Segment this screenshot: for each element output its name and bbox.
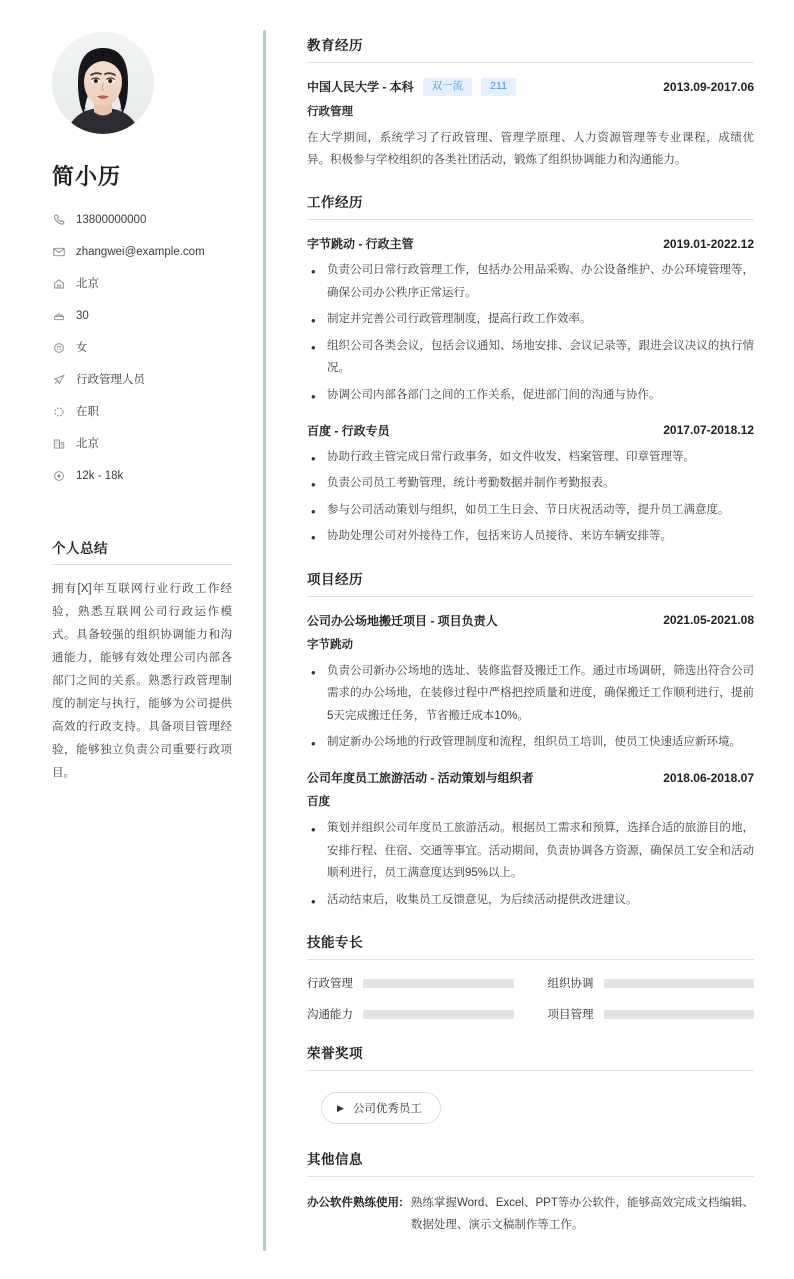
other-info-key: 办公软件熟练使用: (307, 1197, 403, 1210)
entry-header (307, 769, 754, 786)
skill-progress-track (604, 979, 755, 988)
bullet-item: • 协助行政主管完成日常行政事务，如文件收发、档案管理、印章管理等。 (307, 446, 754, 468)
other-info-value: 熟练掌握Word、Excel、PPT等办公软件，能够高效完成文档编辑、数据处理、演示文稿制作等工作。 (410, 1197, 754, 1232)
contact-value: zhangwei@example.com (76, 245, 205, 258)
entry-header (307, 235, 754, 252)
bullet-item: • 活动结束后，收集员工反馈意见，为后续活动提供改进建议。 (307, 889, 754, 911)
contact-item-phone (52, 207, 232, 233)
project-company: 百度 (307, 796, 330, 809)
bullet-item: • 策划并组织公司年度员工旅游活动。根据员工需求和预算，选择合适的旅游目的地，安排行程、住宿、交通等事宜。活动期间，负责协调各方资源，确保员工安全和活动顺利进行，员工满意度达到95%以上。 (307, 817, 754, 884)
education-date: 2013.09-2017.06 (663, 79, 754, 94)
other-info-row (307, 1192, 754, 1237)
contact-value: 在职 (76, 405, 99, 418)
skill-progress-track (604, 1010, 755, 1019)
awards-heading: 荣誉奖项 (307, 1042, 754, 1071)
skill-row (307, 975, 514, 991)
project-title: 公司年度员工旅游活动 - 活动策划与组织者 (307, 771, 534, 786)
summary-text: 拥有[X]年互联网行业行政工作经验，熟悉互联网公司行政运作模式。具备较强的组织协调能力和沟通能力，能够有效处理公司内部各部门之间的关系。熟悉行政管理制度的制定与执行，能够为公司提供高效的行政支持。具备项目管理经验，能够独立负责公司重要行政项目。 (52, 583, 232, 779)
contact-value: 北京 (76, 437, 99, 450)
project-entry (307, 769, 754, 911)
bullet-item: • 协助处理公司对外接待工作，包括来访人员接待、来访车辆安排等。 (307, 525, 754, 547)
bullet-item: • 制定新办公场地的行政管理制度和流程，组织员工培训，使员工快速适应新环境。 (307, 731, 754, 753)
work-entry (307, 422, 754, 548)
work-title: 百度 - 行政专员 (307, 423, 390, 438)
contact-value: 13800000000 (76, 213, 147, 226)
avatar (52, 32, 154, 134)
bullet-item: • 负责公司日常行政管理工作，包括办公用品采购、办公设备维护、办公环境管理等，确保公司办公秩序正常运行。 (307, 259, 754, 304)
project-bullets (307, 660, 754, 754)
contact-item-workcity (52, 431, 232, 457)
home-icon (52, 277, 66, 291)
skills-grid (307, 975, 754, 1022)
work-bullets (307, 259, 754, 406)
skills-heading: 技能专长 (307, 931, 754, 960)
skill-progress-track (363, 979, 514, 988)
work-heading: 工作经历 (307, 191, 754, 220)
contact-value: 行政管理人员 (76, 373, 145, 386)
skill-progress-track (363, 1010, 514, 1019)
education-heading: 教育经历 (307, 34, 754, 63)
work-entry (307, 235, 754, 406)
project-title: 公司办公场地搬迁项目 - 项目负责人 (307, 613, 498, 628)
contact-item-position (52, 367, 232, 393)
entry-header (307, 422, 754, 439)
contact-item-salary (52, 463, 232, 489)
play-arrow-icon: ▶ (337, 1102, 344, 1113)
entry-title-wrap (307, 78, 516, 96)
summary-section (52, 537, 232, 785)
project-company: 字节跳动 (307, 638, 353, 651)
skill-row (548, 1006, 755, 1022)
person-name: 简小历 (52, 164, 122, 189)
summary-heading: 个人总结 (52, 537, 232, 565)
column-divider (263, 30, 266, 1251)
bullet-item: • 负责公司员工考勤管理，统计考勤数据并制作考勤报表。 (307, 472, 754, 494)
skill-row (548, 975, 755, 991)
bullet-item: • 参与公司活动策划与组织，如员工生日会、节日庆祝活动等，提升员工满意度。 (307, 499, 754, 521)
skills-section (307, 931, 754, 1022)
phone-icon (52, 213, 66, 227)
contact-item-status (52, 399, 232, 425)
contact-item-location (52, 271, 232, 297)
skill-label: 组织协调 (547, 978, 594, 991)
envelope-icon (52, 245, 66, 259)
gender-icon (52, 341, 66, 355)
entry-header (307, 78, 754, 96)
school-name: 中国人民大学 - 本科 (307, 80, 414, 95)
awards-list (307, 1086, 754, 1128)
project-date: 2021.05-2021.08 (663, 613, 754, 628)
badge-shuangyiliu: 双一流 (423, 78, 473, 96)
portrait-photo-icon (52, 32, 154, 134)
bullet-item: • 协调公司内部各部门之间的工作关系，促进部门间的沟通与协作。 (307, 384, 754, 406)
building-icon (52, 437, 66, 451)
bullet-item: • 制定并完善公司行政管理制度，提高行政工作效率。 (307, 308, 754, 330)
work-date: 2017.07-2018.12 (663, 423, 754, 438)
contact-value: 12k - 18k (76, 469, 124, 482)
award-label: 公司优秀员工 (352, 1103, 422, 1116)
project-bullets (307, 817, 754, 911)
badge-211: 211 (481, 78, 516, 96)
projects-section (307, 568, 754, 911)
education-entry (307, 78, 754, 171)
salary-icon (52, 469, 66, 483)
contact-value: 30 (76, 309, 89, 322)
skill-row (307, 1006, 514, 1022)
skill-label: 沟通能力 (307, 1009, 353, 1022)
project-date: 2018.06-2018.07 (663, 770, 754, 785)
rocket-icon (52, 373, 66, 387)
status-icon (52, 405, 66, 419)
cake-icon (52, 309, 66, 323)
bullet-item: • 组织公司各类会议，包括会议通知、场地安排、会议记录等，跟进会议决议的执行情况。 (307, 335, 754, 380)
work-title: 字节跳动 - 行政主管 (307, 237, 414, 252)
projects-heading: 项目经历 (307, 568, 754, 597)
contact-list (52, 207, 232, 489)
entry-header (307, 612, 754, 629)
work-section (307, 191, 754, 547)
project-entry (307, 612, 754, 754)
education-description: 在大学期间，系统学习了行政管理、管理学原理、人力资源管理等专业课程，成绩优异。积极参与学校组织的各类社团活动，锻炼了组织协调能力和沟通能力。 (307, 131, 754, 167)
other-info-heading: 其他信息 (307, 1148, 754, 1177)
work-bullets (307, 446, 754, 548)
work-date: 2019.01-2022.12 (663, 236, 754, 251)
contact-value: 北京 (76, 277, 99, 290)
contact-item-age (52, 303, 232, 329)
bullet-item: • 负责公司新办公场地的选址、装修监督及搬迁工作。通过市场调研，筛选出符合公司需求的办公场地，在装修过程中严格把控质量和进度，确保搬迁工作顺利进行，提前5天完成搬迁任务，节省搬迁成本10%。 (307, 660, 754, 727)
contact-value: 女 (76, 341, 88, 354)
other-info-section (307, 1148, 754, 1237)
award-chip[interactable] (321, 1092, 441, 1124)
sidebar (0, 0, 262, 1279)
main-content (262, 0, 794, 1279)
education-section (307, 34, 754, 171)
contact-item-gender (52, 335, 232, 361)
skill-label: 行政管理 (307, 978, 353, 991)
skill-label: 项目管理 (547, 1009, 594, 1022)
education-major: 行政管理 (307, 105, 353, 118)
awards-section (307, 1042, 754, 1128)
contact-item-email (52, 239, 232, 265)
